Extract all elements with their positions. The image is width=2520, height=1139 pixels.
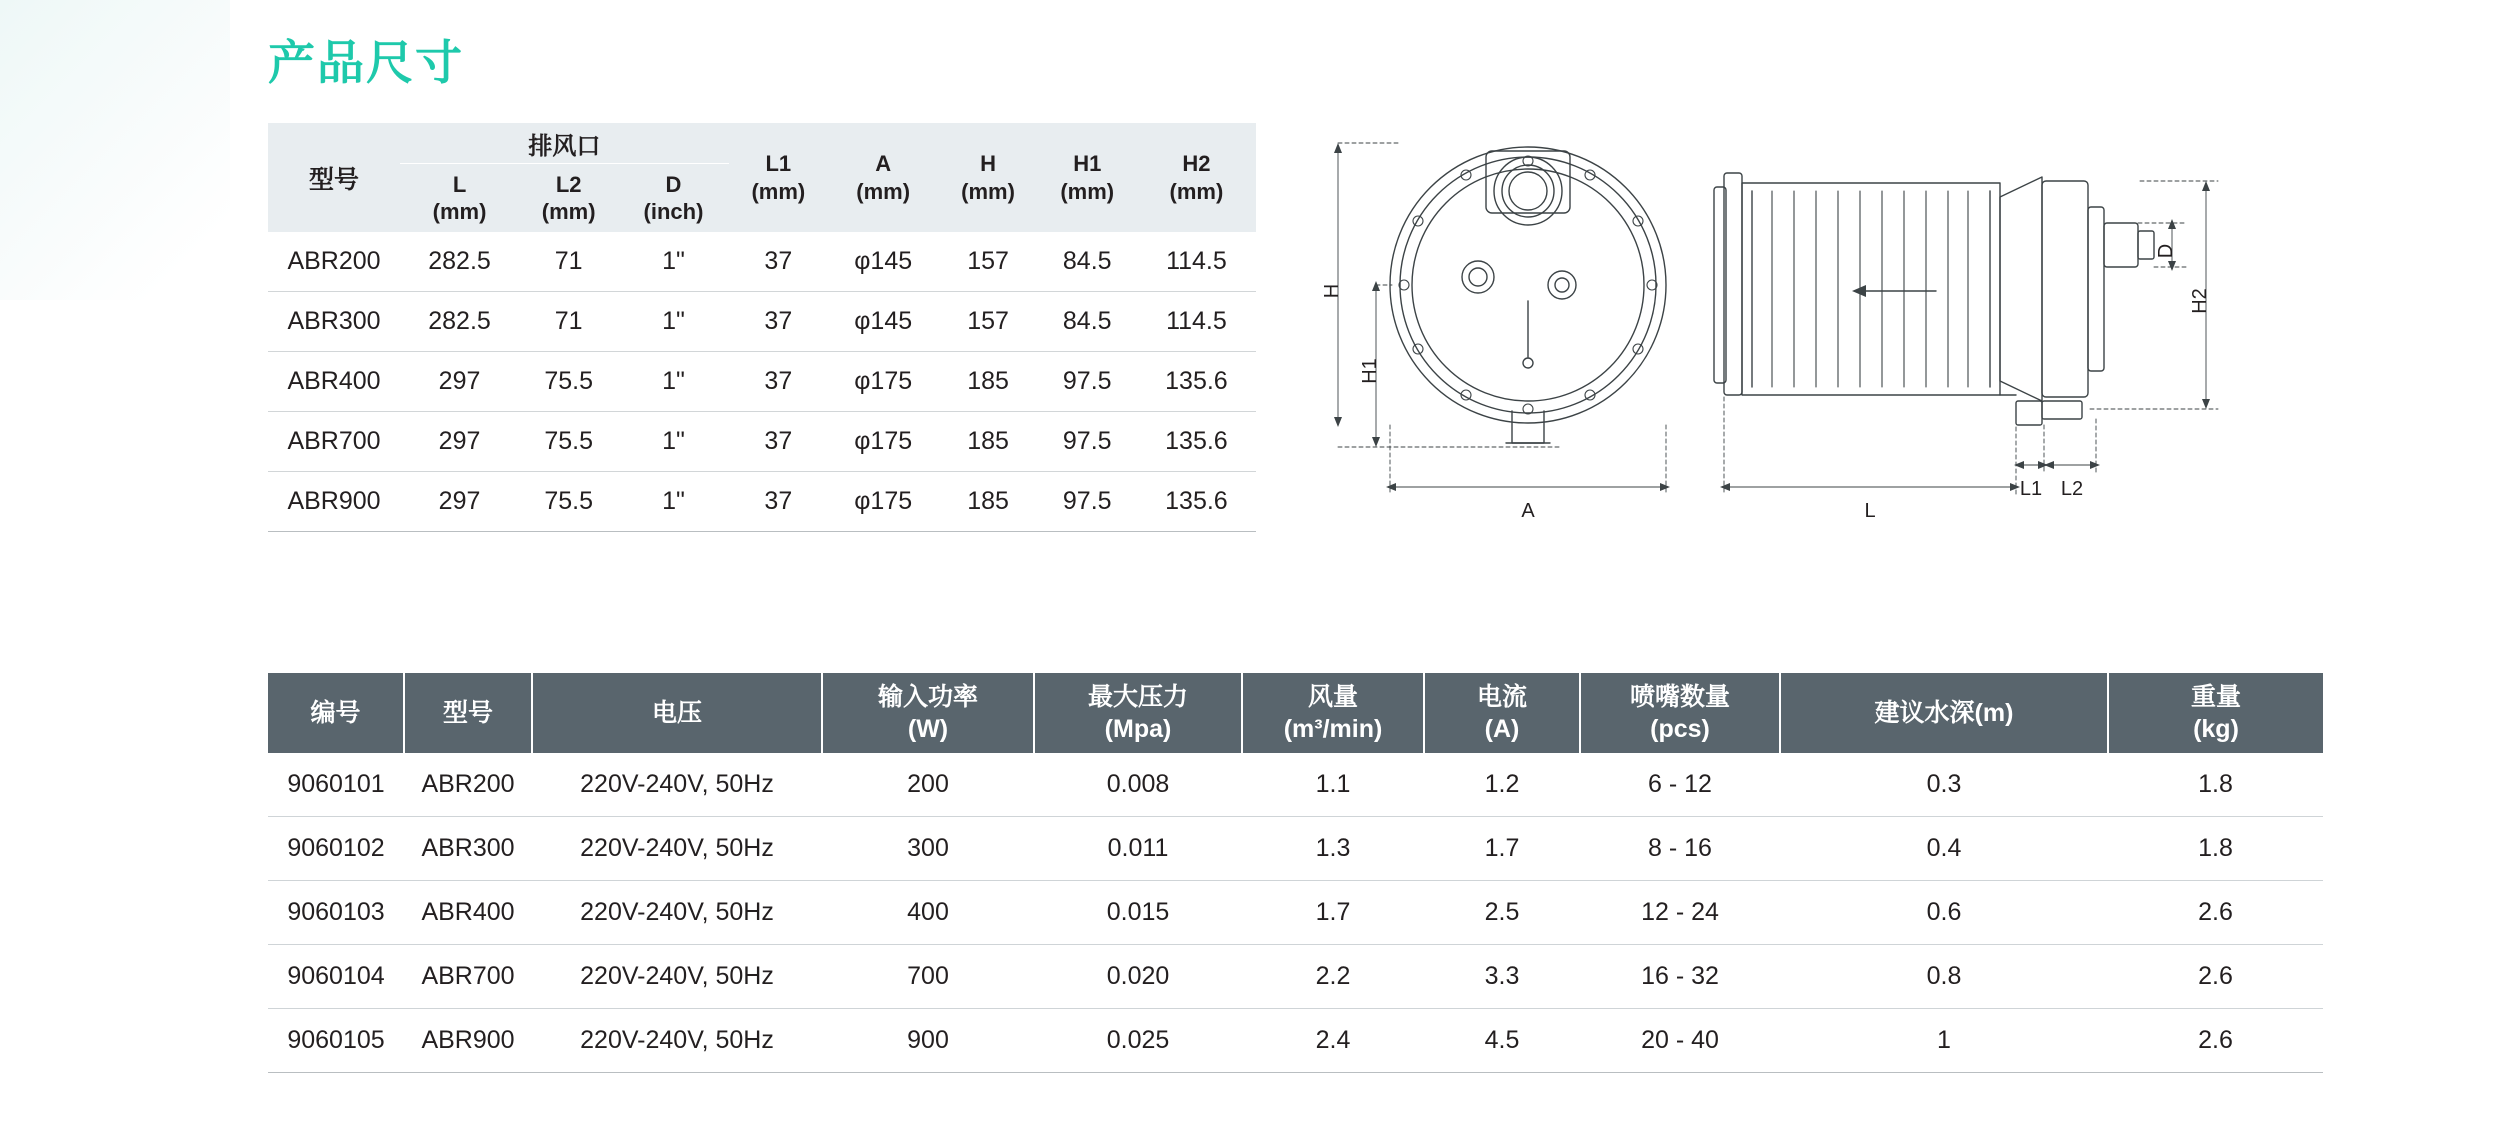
- spec-header-weight-line1: 重量: [2190, 683, 2241, 711]
- cell-power: 300: [822, 817, 1034, 881]
- cell-current: 2.5: [1424, 881, 1580, 945]
- spec-header-power-line1: 输入功率: [877, 683, 978, 711]
- dimension-header-h2-unit: (mm): [1169, 178, 1224, 204]
- cell-pressure: 0.020: [1034, 945, 1242, 1009]
- cell-pressure: 0.008: [1034, 753, 1242, 817]
- table-row: [268, 292, 1256, 352]
- cell-nozzles: 20 - 40: [1580, 1009, 1780, 1073]
- cell-l2: 71: [519, 232, 618, 292]
- dimension-header-l2: [519, 164, 618, 233]
- dimension-header-l2-label: L2: [555, 171, 582, 197]
- dimension-header-l1-unit: (mm): [751, 178, 806, 204]
- spec-header-airflow-line1: 风量: [1307, 683, 1358, 711]
- cell-l: 282.5: [400, 232, 519, 292]
- table-row: [268, 1009, 2323, 1073]
- dimension-header-d-label: D: [665, 171, 682, 197]
- drawing-label-h2: H2: [2189, 288, 2211, 314]
- dimension-header-h2-label: H2: [1182, 151, 1211, 176]
- dimension-header-model: 型号: [268, 123, 400, 232]
- table-row: [268, 945, 2323, 1009]
- cell-h2: 114.5: [1137, 292, 1256, 352]
- specification-table: [268, 673, 2323, 1073]
- cell-water-depth: 0.4: [1780, 817, 2108, 881]
- drawing-label-d: D: [2155, 243, 2177, 259]
- cell-h1: 84.5: [1038, 232, 1137, 292]
- cell-h1: 84.5: [1038, 292, 1137, 352]
- cell-l: 282.5: [400, 292, 519, 352]
- cell-a: φ145: [828, 292, 939, 352]
- dimension-header-h1-unit: (mm): [1060, 178, 1115, 204]
- dimension-header-l2-unit: (mm): [541, 199, 596, 224]
- spec-header-voltage: [532, 673, 822, 753]
- spec-header-weight: [2108, 673, 2323, 753]
- cell-d: 1": [618, 352, 728, 412]
- cell-power: 900: [822, 1009, 1034, 1073]
- cell-d: 1": [618, 292, 728, 352]
- table-row: [268, 753, 2323, 817]
- cell-id: 9060104: [268, 945, 404, 1009]
- dimension-header-a: [828, 123, 939, 232]
- spec-header-model: [404, 673, 532, 753]
- specification-table-head: [268, 673, 2323, 753]
- cell-model: ABR400: [268, 352, 400, 412]
- dimension-header-h-unit: (mm): [961, 178, 1015, 204]
- cell-weight: 1.8: [2108, 753, 2323, 817]
- cell-a: φ175: [828, 412, 939, 472]
- dimension-table-head: [268, 123, 1256, 232]
- cell-voltage: 220V-240V, 50Hz: [532, 817, 822, 881]
- side-view-drawing: [1714, 173, 2218, 495]
- cell-model: ABR900: [268, 472, 400, 532]
- cell-model: ABR900: [404, 1009, 532, 1073]
- technical-drawings: [1300, 95, 2480, 545]
- cell-id: 9060101: [268, 753, 404, 817]
- dimension-header-h1: [1038, 123, 1137, 232]
- cell-d: 1": [618, 412, 728, 472]
- spec-header-pressure-line2: (Mpa): [1104, 715, 1172, 743]
- dimension-header-d-unit: (inch): [643, 199, 704, 224]
- cell-voltage: 220V-240V, 50Hz: [532, 881, 822, 945]
- cell-h: 157: [938, 232, 1037, 292]
- cell-nozzles: 6 - 12: [1580, 753, 1780, 817]
- drawing-label-l2: L2: [2060, 478, 2084, 500]
- cell-nozzles: 8 - 16: [1580, 817, 1780, 881]
- cell-current: 1.2: [1424, 753, 1580, 817]
- cell-airflow: 1.1: [1242, 753, 1424, 817]
- dimension-header-l1: [729, 123, 828, 232]
- cell-water-depth: 0.8: [1780, 945, 2108, 1009]
- cell-water-depth: 1: [1780, 1009, 2108, 1073]
- cell-l2: 75.5: [519, 412, 618, 472]
- cell-airflow: 2.2: [1242, 945, 1424, 1009]
- cell-weight: 2.6: [2108, 945, 2323, 1009]
- dimension-header-h2: [1137, 123, 1256, 232]
- cell-airflow: 1.7: [1242, 881, 1424, 945]
- drawing-label-h1: H1: [1359, 358, 1381, 384]
- cell-l1: 37: [729, 232, 828, 292]
- dimension-header-l-unit: (mm): [432, 199, 487, 224]
- cell-pressure: 0.011: [1034, 817, 1242, 881]
- cell-h: 185: [938, 472, 1037, 532]
- cell-model: ABR200: [404, 753, 532, 817]
- cell-h1: 97.5: [1038, 472, 1137, 532]
- specification-table-body: [268, 753, 2323, 1073]
- cell-l2: 75.5: [519, 472, 618, 532]
- spec-header-current-line1: 电流: [1476, 683, 1527, 711]
- dimension-header-group-outlet: 排风口: [400, 123, 729, 164]
- cell-l: 297: [400, 352, 519, 412]
- cell-airflow: 1.3: [1242, 817, 1424, 881]
- cell-current: 3.3: [1424, 945, 1580, 1009]
- cell-airflow: 2.4: [1242, 1009, 1424, 1073]
- dimension-header-h1-label: H1: [1073, 151, 1102, 176]
- specification-header-row: [268, 673, 2323, 753]
- cell-model: ABR300: [404, 817, 532, 881]
- spec-header-current: [1424, 673, 1580, 753]
- cell-id: 9060105: [268, 1009, 404, 1073]
- spec-header-water-depth: [1780, 673, 2108, 753]
- cell-h2: 114.5: [1137, 232, 1256, 292]
- table-row: [268, 881, 2323, 945]
- dimension-header-a-unit: (mm): [856, 178, 911, 204]
- cell-power: 200: [822, 753, 1034, 817]
- cell-current: 1.7: [1424, 817, 1580, 881]
- cell-voltage: 220V-240V, 50Hz: [532, 753, 822, 817]
- dimension-table: [268, 123, 1256, 532]
- cell-id: 9060102: [268, 817, 404, 881]
- table-row: [268, 352, 1256, 412]
- spec-header-nozzles: [1580, 673, 1780, 753]
- cell-h2: 135.6: [1137, 412, 1256, 472]
- cell-weight: 1.8: [2108, 817, 2323, 881]
- cell-voltage: 220V-240V, 50Hz: [532, 945, 822, 1009]
- cell-a: φ175: [828, 472, 939, 532]
- dimension-header-d: [618, 164, 728, 233]
- cell-model: ABR400: [404, 881, 532, 945]
- spec-header-voltage-line1: 电压: [651, 699, 702, 727]
- cell-power: 400: [822, 881, 1034, 945]
- product-technical-drawing-svg: [1300, 95, 2480, 545]
- dimension-header-a-label: A: [875, 151, 892, 176]
- cell-l1: 37: [729, 352, 828, 412]
- drawing-label-a: A: [1521, 500, 1535, 522]
- cell-h1: 97.5: [1038, 352, 1137, 412]
- cell-model: ABR700: [404, 945, 532, 1009]
- spec-header-power: [822, 673, 1034, 753]
- spec-header-current-line2: (A): [1484, 715, 1520, 743]
- cell-model: ABR200: [268, 232, 400, 292]
- front-view-drawing: [1334, 143, 1670, 495]
- cell-l: 297: [400, 412, 519, 472]
- spec-header-id-line1: 编号: [310, 699, 361, 727]
- dimension-header-l1-label: L1: [765, 151, 792, 176]
- cell-water-depth: 0.3: [1780, 753, 2108, 817]
- drawing-label-l1: L1: [2019, 478, 2043, 500]
- spec-header-model-line1: 型号: [442, 699, 493, 727]
- cell-weight: 2.6: [2108, 881, 2323, 945]
- cell-l: 297: [400, 472, 519, 532]
- cell-h2: 135.6: [1137, 472, 1256, 532]
- cell-h: 185: [938, 412, 1037, 472]
- corner-gradient-decoration: [0, 0, 230, 300]
- cell-voltage: 220V-240V, 50Hz: [532, 1009, 822, 1073]
- table-row: [268, 817, 2323, 881]
- cell-l1: 37: [729, 472, 828, 532]
- spec-header-id: [268, 673, 404, 753]
- cell-power: 700: [822, 945, 1034, 1009]
- drawing-label-l: L: [1864, 500, 1876, 522]
- cell-l1: 37: [729, 292, 828, 352]
- spec-header-nozzles-line2: (pcs): [1650, 715, 1710, 743]
- dimension-header-h: [938, 123, 1037, 232]
- drawing-label-h: H: [1321, 283, 1343, 299]
- dimension-header-h-label: H: [980, 151, 996, 176]
- cell-h: 185: [938, 352, 1037, 412]
- cell-l1: 37: [729, 412, 828, 472]
- dimension-header-l-label: L: [452, 171, 467, 197]
- spec-header-pressure-line1: 最大压力: [1087, 683, 1188, 711]
- cell-h: 157: [938, 292, 1037, 352]
- dimension-header-l: [400, 164, 519, 233]
- cell-model: ABR700: [268, 412, 400, 472]
- cell-h2: 135.6: [1137, 352, 1256, 412]
- page-title: 产品尺寸: [268, 36, 464, 89]
- cell-pressure: 0.015: [1034, 881, 1242, 945]
- cell-d: 1": [618, 472, 728, 532]
- spec-header-power-line2: (W): [907, 715, 949, 743]
- cell-h1: 97.5: [1038, 412, 1137, 472]
- cell-nozzles: 12 - 24: [1580, 881, 1780, 945]
- cell-water-depth: 0.6: [1780, 881, 2108, 945]
- cell-nozzles: 16 - 32: [1580, 945, 1780, 1009]
- cell-a: φ175: [828, 352, 939, 412]
- cell-current: 4.5: [1424, 1009, 1580, 1073]
- cell-a: φ145: [828, 232, 939, 292]
- spec-header-pressure: [1034, 673, 1242, 753]
- table-row: [268, 472, 1256, 532]
- spec-header-airflow: [1242, 673, 1424, 753]
- cell-l2: 75.5: [519, 352, 618, 412]
- table-row: [268, 232, 1256, 292]
- cell-l2: 71: [519, 292, 618, 352]
- dimension-header-row-1: [268, 123, 1256, 164]
- cell-model: ABR300: [268, 292, 400, 352]
- table-row: [268, 412, 1256, 472]
- dimension-table-body: [268, 232, 1256, 532]
- cell-weight: 2.6: [2108, 1009, 2323, 1073]
- spec-header-airflow-line2: (m³/min): [1283, 715, 1383, 743]
- spec-header-water-depth-line1: 建议水深(m): [1874, 699, 2014, 727]
- cell-id: 9060103: [268, 881, 404, 945]
- spec-header-weight-line2: (kg): [2193, 715, 2239, 743]
- cell-d: 1": [618, 232, 728, 292]
- spec-header-nozzles-line1: 喷嘴数量: [1629, 683, 1730, 711]
- cell-pressure: 0.025: [1034, 1009, 1242, 1073]
